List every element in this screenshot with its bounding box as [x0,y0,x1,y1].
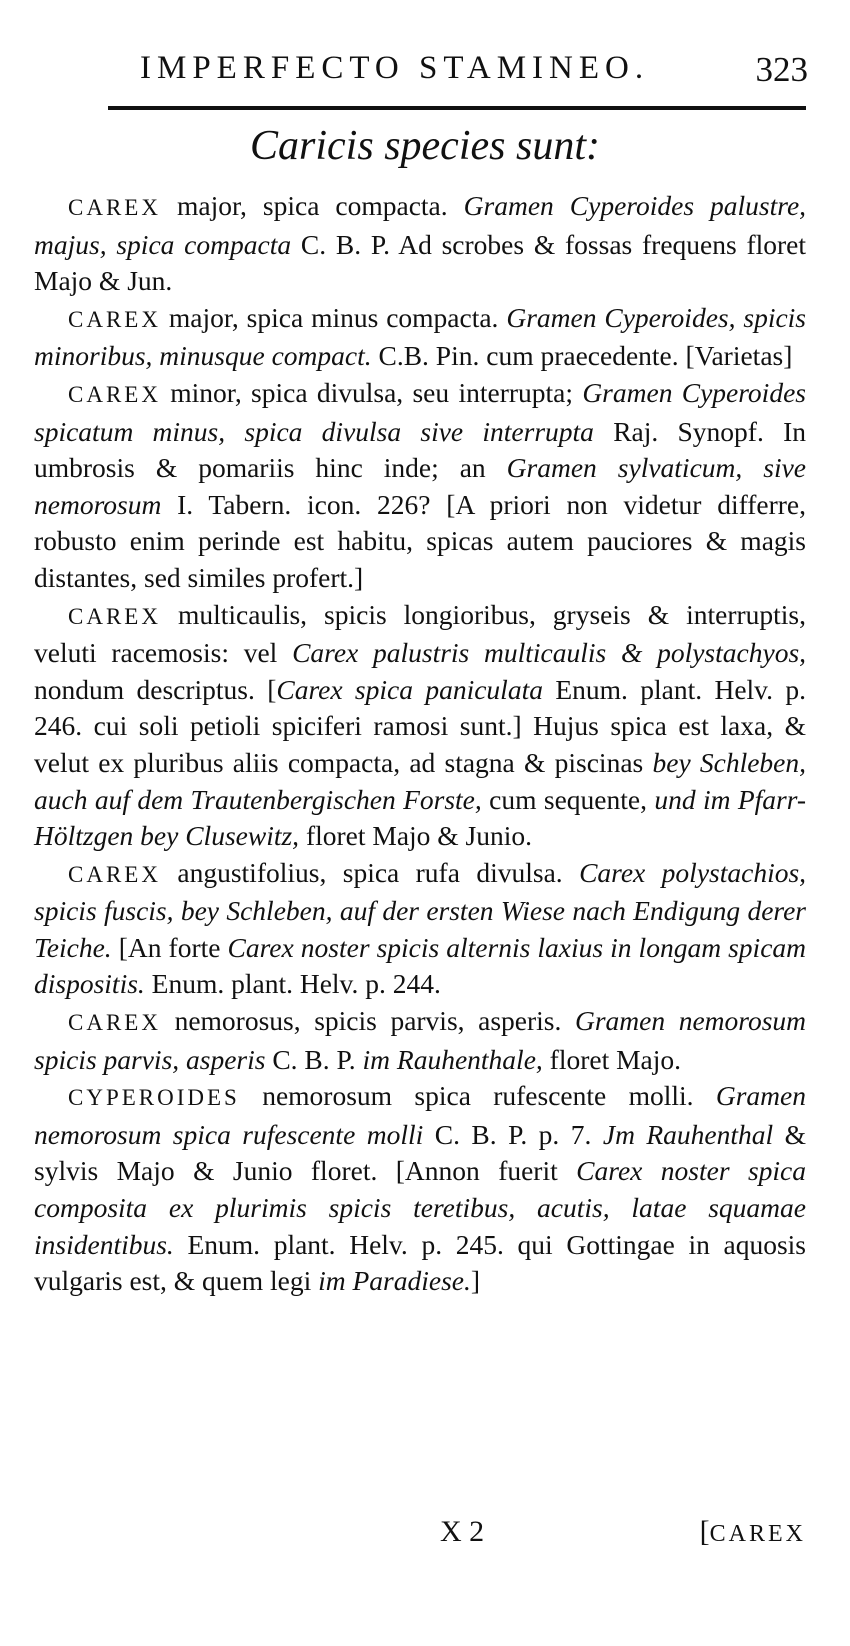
synonym-italic: Gramen sylvaticum, sive nemorosum [34,452,806,520]
entry-text: major, spica compacta. [176,190,448,221]
genus-name: CAREX [68,306,161,332]
synonym-italic: Carex polystachios, spicis fuscis, bey Schleben, auf der ersten Wiese nach Endigung derer Teiche. [34,856,807,963]
entry-text: Enum. plant. Helv. p. 245. qui Gottingae in aquosis vulgaris est, & quem legi [34,1228,806,1297]
species-entry [34,597,806,855]
genus-name: CAREX [68,195,161,220]
entry-text: floret Majo. [549,1043,682,1075]
entry-text: nemorosum spica rufescente molli. [262,1080,694,1112]
page-footer [0,1515,806,1559]
species-entry [34,300,806,375]
entry-text: nondum descriptus. [ [34,673,277,705]
section-heading: Caricis species sunt: [250,123,600,169]
genus-name: CAREX [68,603,161,629]
entry-text: C.B. Pin. cum praecedente. [Varietas] [378,340,793,372]
entry-text: major, spica minus compacta. [168,301,499,333]
species-list [34,188,806,1300]
catchword [700,1515,806,1549]
synonym-italic: Carex noster spicis alternis laxius in longam spicam dispositis. [34,931,807,1000]
entry-text: & sylvis Majo & Junio floret. [Annon fuerit [34,1118,807,1187]
entry-text: ] [470,1265,481,1297]
locality-italic: Jm Rauhenthal [602,1118,774,1150]
locality-italic: im Rauhenthale, [362,1043,543,1075]
synonym-italic: Gramen nemorosum spicis parvis, asperis [34,1005,807,1075]
page-number: 323 [755,50,808,89]
species-entry [34,1003,806,1078]
synonym-italic: Gramen Cyperoides spicatum minus, spica divulsa sive interrupta [34,376,806,447]
species-entry [34,188,806,300]
synonym-italic: Carex palustris multicaulis & polystachyos, [292,637,807,669]
species-entry [34,375,806,597]
genus-name: CAREX [68,861,161,887]
entry-text: floret Majo & Junio. [305,820,533,852]
entry-text: C. B. P. [272,1043,356,1075]
species-entry [34,1078,806,1300]
entry-text: Enum. plant. Helv. p. 246. cui soli petioli spiciferi ramosi sunt.] Hujus spica est laxa, & velut ex pluribus aliis compacta, ad stagna & piscinas [34,673,806,778]
entry-text: C. B. P. Ad scrobes & fossas frequens floret Majo & Jun. [34,228,807,297]
entry-text: [An forte [118,931,221,963]
catchword-bracket: [ [699,1515,710,1548]
synonym-italic: Carex spica paniculata [276,673,543,705]
entry-text: C. B. P. p. 7. [434,1118,592,1150]
synonym-italic: Gramen nemorosum spica rufescente molli [34,1080,806,1150]
genus-name: CAREX [68,381,161,407]
locality-italic: und im Pfarr-Höltzgen bey Clusewitz, [34,783,807,852]
catchword-text: CAREX [709,1521,806,1547]
genus-name: CAREX [68,1010,161,1036]
header-rule [108,106,806,110]
synonym-italic: Carex noster spica composita ex plurimis spicis teretibus, acutis, latae squamae insidentibus. [34,1155,806,1260]
species-entry [34,855,806,1003]
locality-italic: im Paradiese. [318,1265,471,1297]
entry-text: angustifolius, spica rufa divulsa. [177,856,563,888]
entry-text: cum sequente, [489,783,647,815]
entry-text: nemorosus, spicis parvis, asperis. [174,1005,562,1037]
entry-text: minor, spica divulsa, seu interrupta; [170,376,573,408]
locality-italic: bey Schleben, auch auf dem Trautenbergischen Forste, [34,746,807,815]
entry-text: Raj. Synopf. In umbrosis & pomariis hinc inde; an [34,415,806,484]
synonym-italic: Gramen Cyperoides, spicis minoribus, minusque compact. [34,301,807,372]
entry-text: I. Tabern. icon. 226? [A priori non videtur differre, robusto enim perinde est habitu, spicas autem pauciores & magis distantes, sed similes profert.] [34,488,807,593]
running-title: IMPERFECTO STAMINEO. [140,50,650,86]
entry-text: Enum. plant. Helv. p. 244. [151,968,441,1000]
running-head [140,50,808,94]
entry-text: multicaulis, spicis longioribus, gryseis & interruptis, veluti racemosis: vel [34,598,806,669]
signature-mark: X 2 [440,1515,485,1548]
synonym-italic: Gramen Cyperoides palustre, majus, spica compacta [34,190,807,260]
genus-name: CYPEROIDES [68,1085,240,1111]
